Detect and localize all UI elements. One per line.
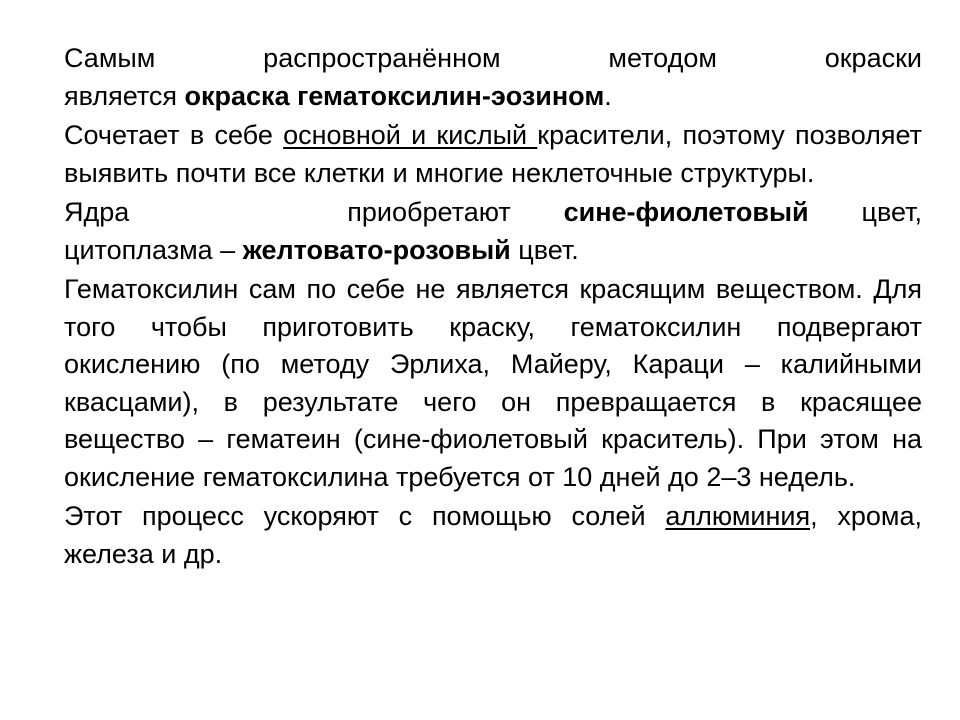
dyes-pre: Сочетает в себе: [64, 120, 284, 150]
salts-pre: Этот процесс ускоряют с помощью солей: [64, 501, 666, 531]
hematoxylin-text: Гематоксилин сам по себе не является красящим веществом. Для того чтобы приготовить краску, гематоксилин подвергают окислению (по методу Эрлиха, Майеру, Караци – калийными квасцами), в результате чего он превращается в красящее вещество – гематеин (сине-фиолетовый краситель). При этом на окисление гематоксилина требуется от 10 дней до 2–3 недель.: [64, 274, 922, 492]
dyes-post: красители, поэтому позволяет выявить почти все клетки и многие неклеточные структуры.: [64, 120, 922, 188]
he-staining-line1: Самым распространённом методом окраски: [64, 43, 922, 73]
colors-mid: цвет, цитоплазма –: [64, 197, 922, 265]
he-staining-term: окраска гематоксилин-эозином: [184, 80, 605, 111]
he-staining-post: .: [604, 80, 612, 111]
paragraph-salts: [64, 498, 922, 573]
slide-body: [64, 40, 922, 575]
salts-post: , хрома, железа и др.: [64, 501, 922, 569]
colors-word-nuclei: Ядра: [64, 197, 130, 227]
colors-post: цвет.: [510, 234, 579, 265]
salts-underlined: аллюминия: [665, 501, 811, 531]
colors-pre: приобретают: [347, 197, 564, 227]
paragraph-dyes: [64, 117, 922, 192]
paragraph-colors: [64, 194, 922, 269]
colors-blue-violet: сине-фиолетовый: [563, 197, 809, 227]
paragraph-hematoxylin: [64, 271, 922, 496]
colors-yellow-pink: желтовато-розовый: [242, 234, 511, 265]
paragraph-he-staining: [64, 40, 922, 115]
he-staining-pre: является: [64, 80, 185, 111]
dyes-underlined: основной и кислый: [283, 120, 538, 150]
